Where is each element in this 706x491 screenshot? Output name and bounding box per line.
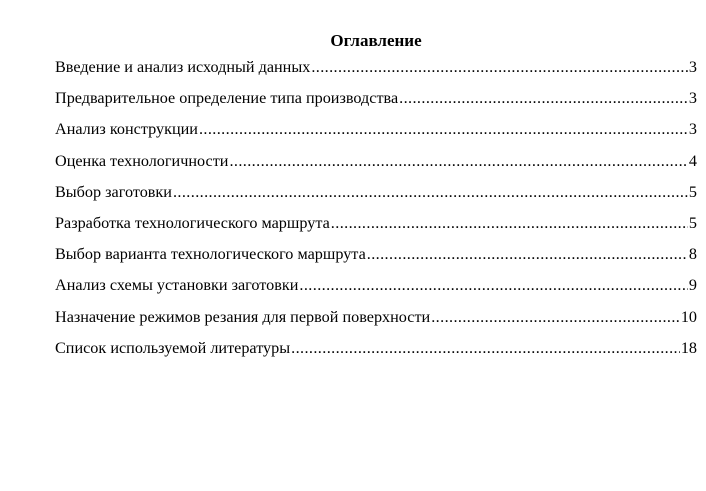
toc-entry-text: Список используемой литературы — [55, 338, 291, 357]
toc-entry — [55, 182, 697, 213]
toc-page-number: 3 — [688, 58, 697, 76]
toc-entry — [55, 275, 697, 306]
toc-dot-leader — [299, 275, 688, 295]
toc-entry — [55, 244, 697, 275]
toc-entry — [55, 151, 697, 182]
toc-dot-leader — [291, 338, 680, 358]
toc-entry — [55, 213, 697, 244]
toc-page-number: 9 — [688, 276, 697, 295]
toc-dot-leader — [229, 151, 687, 171]
toc-page-number: 5 — [688, 182, 697, 201]
toc-entry — [55, 88, 697, 119]
toc-entry — [55, 57, 697, 88]
toc-entry-text: Выбор заготовки — [55, 182, 172, 201]
table-of-contents — [55, 57, 697, 369]
toc-dot-leader — [399, 88, 688, 108]
toc-entry-text: Введение и анализ исходный данных — [55, 58, 311, 76]
toc-dot-leader — [367, 244, 688, 264]
toc-page-number: 3 — [688, 120, 697, 139]
toc-entry-text: Выбор варианта технологического маршрута — [55, 245, 366, 264]
toc-page-number: 8 — [688, 245, 697, 264]
toc-dot-leader — [331, 213, 688, 233]
toc-dot-leader — [431, 307, 680, 327]
toc-entry — [55, 338, 697, 369]
toc-entry-text: Предварительное определение типа производства — [55, 89, 399, 108]
toc-page-number: 10 — [680, 307, 697, 326]
toc-title: Оглавление — [330, 31, 422, 50]
toc-page-number: 4 — [688, 151, 697, 170]
toc-dot-leader — [173, 182, 688, 202]
toc-entry — [55, 307, 697, 338]
toc-entry-text: Назначение режимов резания для первой поверхности — [55, 307, 431, 326]
toc-page-number: 18 — [680, 338, 697, 357]
toc-entry-text: Оценка технологичности — [55, 151, 229, 170]
toc-entry-text: Разработка технологического маршрута — [55, 213, 330, 232]
toc-entry — [55, 119, 697, 150]
toc-dot-leader — [311, 57, 688, 77]
toc-entry-text: Анализ схемы установки заготовки — [55, 276, 299, 295]
toc-dot-leader — [199, 119, 688, 139]
toc-page-number: 5 — [688, 213, 697, 232]
toc-page-number: 3 — [688, 89, 697, 108]
toc-entry-text: Анализ конструкции — [55, 120, 198, 139]
